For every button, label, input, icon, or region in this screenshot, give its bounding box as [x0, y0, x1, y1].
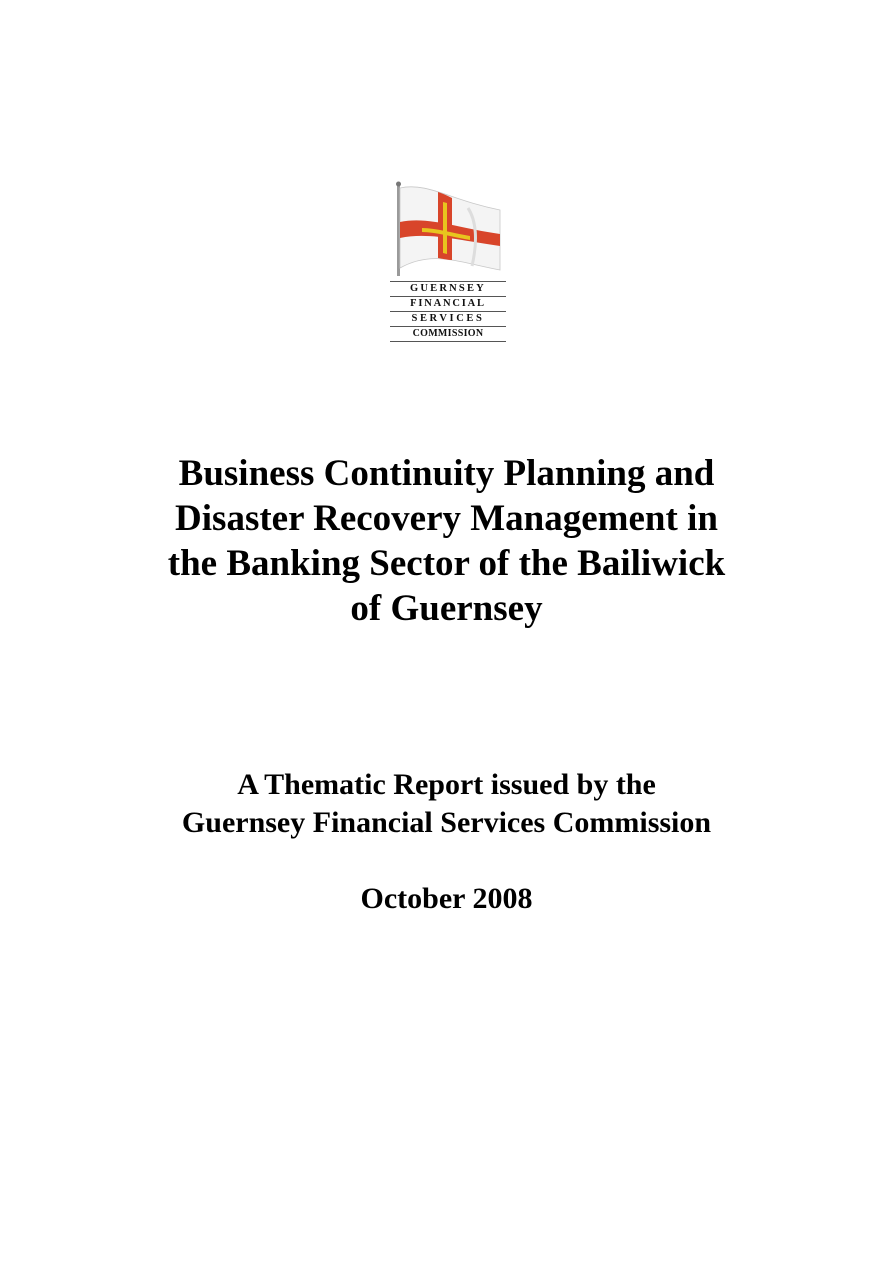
logo-text-financial: FINANCIAL [410, 298, 486, 309]
guernsey-flag-icon [388, 180, 508, 280]
logo-text-guernsey: GUERNSEY [410, 283, 486, 294]
logo-text-commission: COMMISSION [412, 328, 484, 339]
subtitle-line-2: Guernsey Financial Services Commission [181, 806, 712, 839]
logo-text-services: SERVICES [411, 313, 485, 324]
title-line-2: Disaster Recovery Management in [175, 498, 718, 539]
report-date: October 2008 [360, 882, 533, 915]
title-line-4: of Guernsey [350, 588, 543, 629]
report-title [100, 451, 793, 631]
report-subtitle [100, 766, 793, 842]
gfsc-logo [388, 180, 508, 348]
title-line-3: the Banking Sector of the Bailiwick [167, 543, 726, 584]
subtitle-line-1: A Thematic Report issued by the [237, 768, 656, 801]
title-line-1: Business Continuity Planning and [178, 453, 715, 494]
